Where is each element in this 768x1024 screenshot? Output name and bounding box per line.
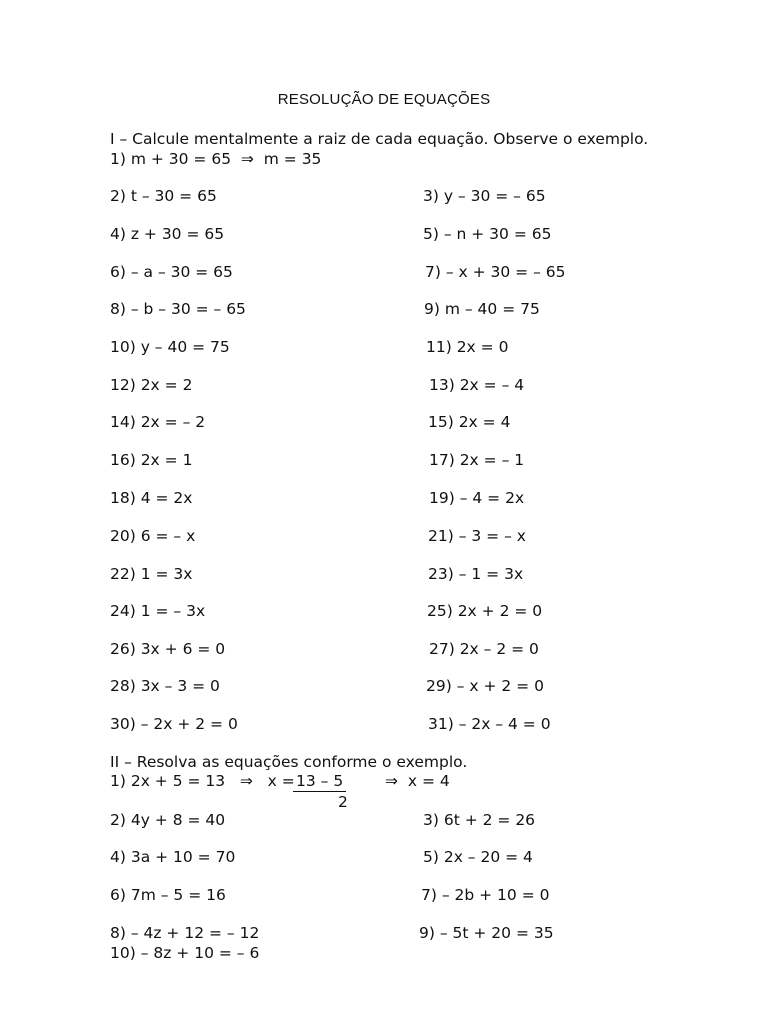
equation-row xyxy=(0,186,768,206)
section2-example xyxy=(110,771,450,811)
equation-item: 14) 2x = – 2 xyxy=(110,413,206,431)
equation-item: 5) 2x – 20 = 4 xyxy=(423,848,533,866)
equation-item: 30) – 2x + 2 = 0 xyxy=(110,715,238,733)
fraction-denominator: 2 xyxy=(338,793,348,811)
equation-row xyxy=(0,676,768,696)
equation-item: 13) 2x = – 4 xyxy=(429,376,525,394)
equation-item: 23) – 1 = 3x xyxy=(428,565,524,583)
equation-row xyxy=(0,714,768,734)
equation-row xyxy=(0,601,768,621)
equation-item: 12) 2x = 2 xyxy=(110,376,193,394)
equation-row xyxy=(0,923,768,943)
equation-item: 4) 3a + 10 = 70 xyxy=(110,848,236,866)
equation-item: 22) 1 = 3x xyxy=(110,565,193,583)
equation-row xyxy=(0,299,768,319)
example-result: ⇒ x = 4 xyxy=(385,772,450,790)
equation-row xyxy=(0,847,768,867)
equation-item: 9) – 5t + 20 = 35 xyxy=(419,924,554,942)
equation-item: 6) – a – 30 = 65 xyxy=(110,263,233,281)
equation-item: 7) – 2b + 10 = 0 xyxy=(421,886,550,904)
equation-row xyxy=(0,564,768,584)
equation-item: 20) 6 = – x xyxy=(110,527,196,545)
equation-row xyxy=(0,639,768,659)
equation-item: 4) z + 30 = 65 xyxy=(110,225,225,243)
equation-item: 24) 1 = – 3x xyxy=(110,602,206,620)
equation-item: 15) 2x = 4 xyxy=(428,413,511,431)
equation-item: 27) 2x – 2 = 0 xyxy=(429,640,539,658)
page-title: RESOLUÇÃO DE EQUAÇÕES xyxy=(277,91,491,108)
equation-row xyxy=(0,412,768,432)
equation-item: 31) – 2x – 4 = 0 xyxy=(428,715,551,733)
equation-item: 6) 7m – 5 = 16 xyxy=(110,886,226,904)
equation-item: 3) 6t + 2 = 26 xyxy=(423,811,536,829)
equation-item: 2) t – 30 = 65 xyxy=(110,187,217,205)
equation-item: 9) m – 40 = 75 xyxy=(424,300,540,318)
equation-item: 10) y – 40 = 75 xyxy=(110,338,230,356)
equation-item: 17) 2x = – 1 xyxy=(429,451,525,469)
section1-heading: I – Calcule mentalmente a raiz de cada equação. Observe o exemplo. xyxy=(110,130,649,148)
equation-item: 26) 3x + 6 = 0 xyxy=(110,640,226,658)
equation-item: 21) – 3 = – x xyxy=(428,527,526,545)
equation-item: 11) 2x = 0 xyxy=(426,338,509,356)
equation-row xyxy=(0,488,768,508)
equation-item: 3) y – 30 = – 65 xyxy=(423,187,546,205)
equation-row xyxy=(0,262,768,282)
section2-heading: II – Resolva as equações conforme o exemplo. xyxy=(110,753,468,771)
section1-example: 1) m + 30 = 65 ⇒ m = 35 xyxy=(110,150,322,168)
equation-item: 18) 4 = 2x xyxy=(110,489,193,507)
equation-row xyxy=(0,810,768,830)
equation-row xyxy=(0,375,768,395)
fraction-numerator: 13 – 5 xyxy=(293,771,346,792)
equation-item: 16) 2x = 1 xyxy=(110,451,193,469)
equation-item: 28) 3x – 3 = 0 xyxy=(110,677,220,695)
equation-row xyxy=(0,885,768,905)
section2-last-item: 10) – 8z + 10 = – 6 xyxy=(110,944,260,962)
equation-item: 29) – x + 2 = 0 xyxy=(426,677,544,695)
equation-item: 8) – 4z + 12 = – 12 xyxy=(110,924,260,942)
example-lhs: 1) 2x + 5 = 13 ⇒ x = xyxy=(110,772,300,790)
equation-item: 2) 4y + 8 = 40 xyxy=(110,811,226,829)
equation-item: 8) – b – 30 = – 65 xyxy=(110,300,246,318)
equation-item: 5) – n + 30 = 65 xyxy=(423,225,552,243)
equation-row xyxy=(0,526,768,546)
equation-row xyxy=(0,450,768,470)
equation-item: 7) – x + 30 = – 65 xyxy=(425,263,566,281)
equation-row xyxy=(0,337,768,357)
equation-item: 19) – 4 = 2x xyxy=(429,489,525,507)
equation-item: 25) 2x + 2 = 0 xyxy=(427,602,543,620)
equation-row xyxy=(0,224,768,244)
